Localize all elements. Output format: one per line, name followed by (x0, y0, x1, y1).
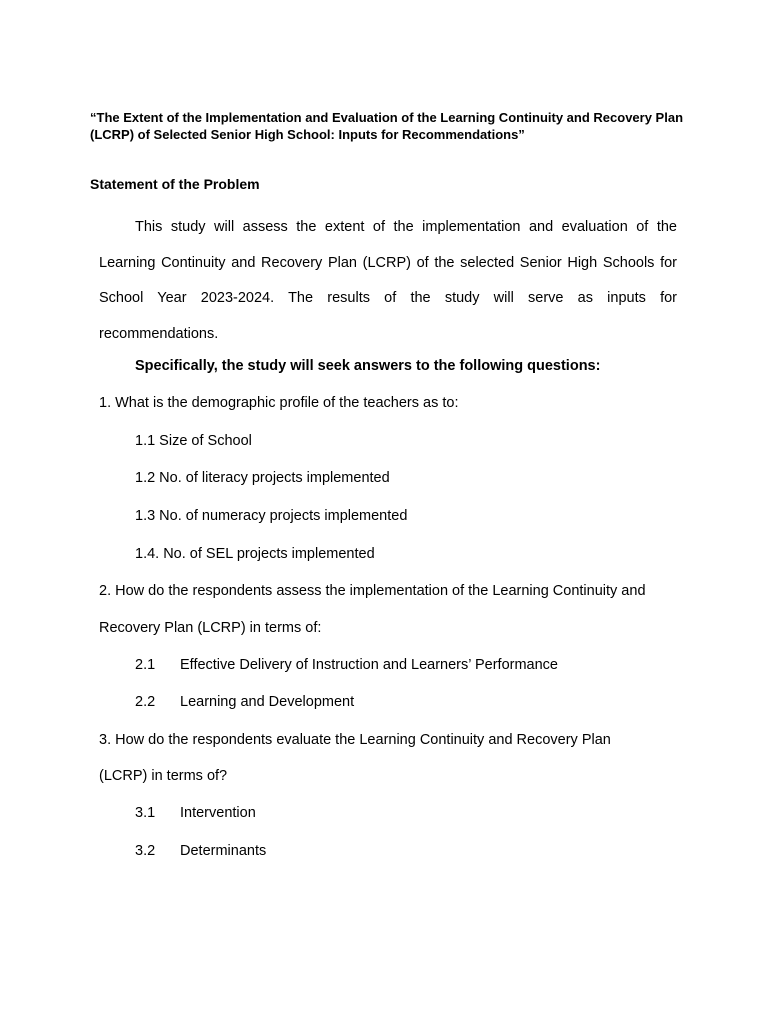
item-number: 3.2 (135, 843, 156, 859)
question-3-line-2: (LCRP) in terms of? (99, 768, 228, 784)
item-number: 2.1 (135, 657, 156, 673)
question-3-item-1 (135, 805, 256, 822)
question-1-item-3: 1.3 No. of numeracy projects implemented (135, 508, 408, 524)
document-title: “The Extent of the Implementation and Evaluation of the Learning Continuity and Recovery Plan (LCRP) of Selected Senior High School: Inputs for Recommendations” (90, 110, 684, 142)
question-2-line-2: Recovery Plan (LCRP) in terms of: (99, 620, 322, 636)
question-3-item-2 (135, 843, 266, 860)
question-1-item-1: 1.1 Size of School (135, 433, 252, 449)
item-label: Intervention (180, 805, 256, 821)
question-2-line-1: 2. How do the respondents assess the implementation of the Learning Continuity and (99, 583, 646, 599)
question-3-line-1: 3. How do the respondents evaluate the Learning Continuity and Recovery Plan (99, 732, 611, 748)
question-2-item-1 (135, 657, 558, 674)
question-1-item-4: 1.4. No. of SEL projects implemented (135, 546, 375, 562)
question-1-item-2: 1.2 No. of literacy projects implemented (135, 470, 390, 486)
intro-paragraph: This study will assess the extent of the implementation and evaluation of the Learning Continuity and Recovery Plan (LCRP) of the selected Senior High Schools for School Year 2023-2024. The results of the study will serve as inputs for recommendations. (99, 219, 677, 343)
question-2-item-2 (135, 694, 354, 711)
item-label: Determinants (180, 843, 267, 859)
item-number: 3.1 (135, 805, 156, 821)
section-heading: Statement of the Problem (90, 176, 260, 192)
item-label: Effective Delivery of Instruction and Learners’ Performance (180, 657, 558, 673)
item-number: 2.2 (135, 694, 156, 710)
question-1: 1. What is the demographic profile of the teachers as to: (99, 395, 459, 411)
questions-intro: Specifically, the study will seek answers to the following questions: (135, 358, 601, 374)
item-label: Learning and Development (180, 694, 355, 710)
